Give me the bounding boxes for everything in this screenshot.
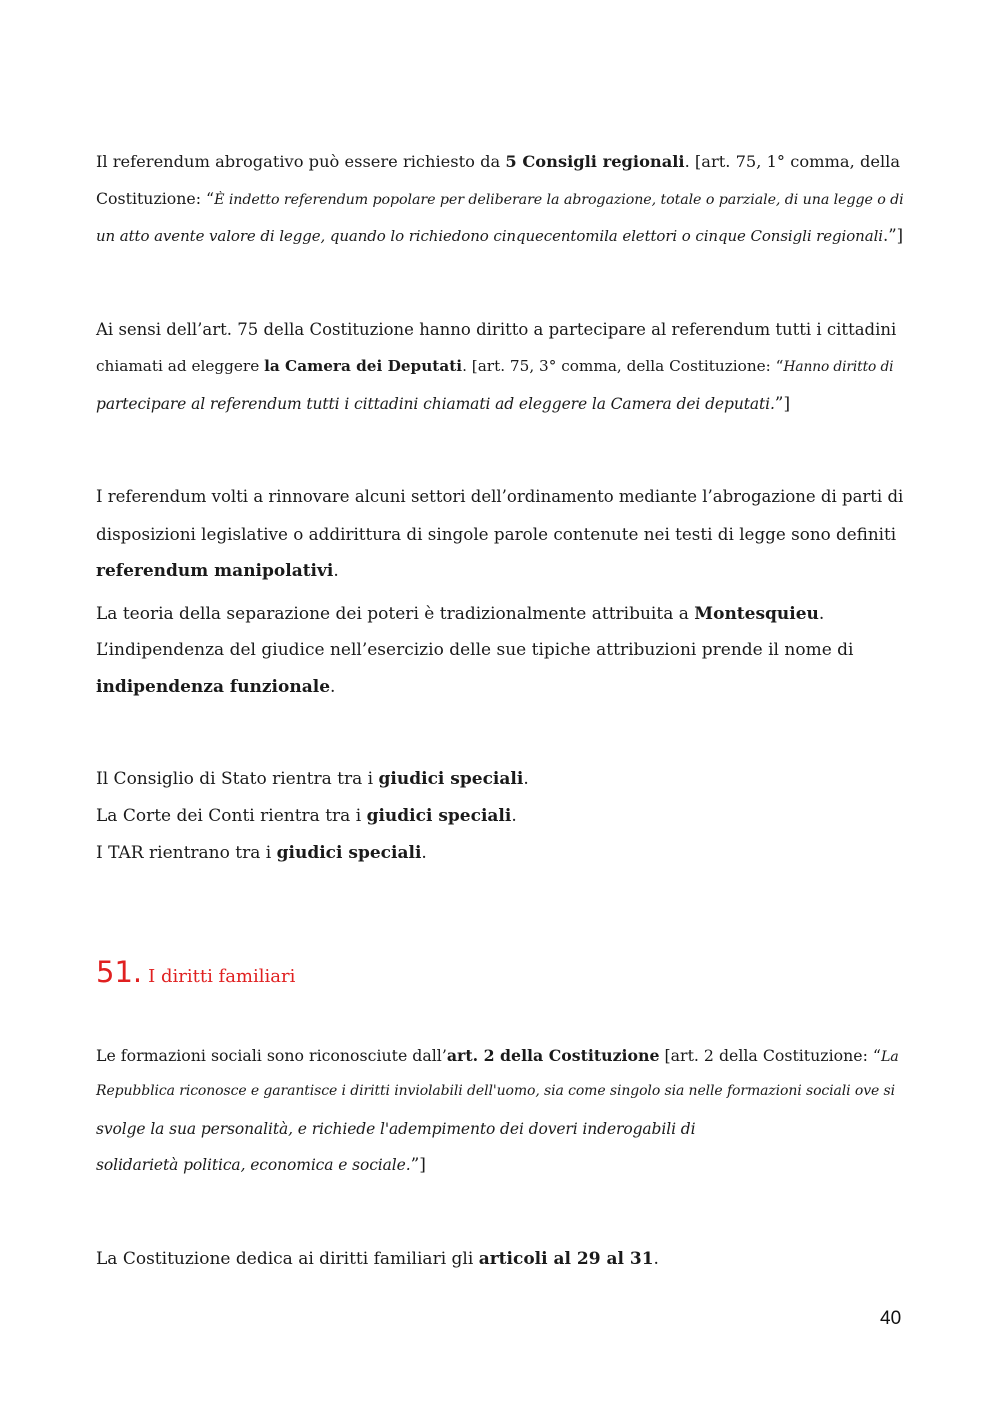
text-line: L’indipendenza del giudice nell’esercizio delle sue tipiche attribuzioni prende il nome di	[96, 640, 854, 660]
text: .	[523, 769, 529, 789]
text: La Costituzione dedica ai diritti familiari gli	[96, 1249, 479, 1269]
text: La teoria della separazione dei poteri è tradizionalmente attribuita a	[96, 604, 695, 624]
text: .”]	[882, 226, 904, 245]
text-line	[96, 604, 906, 640]
text: . [art. 75, 1° comma, della	[684, 152, 901, 171]
text-line	[96, 152, 906, 189]
italic-quote-line: Repubblica riconosce e garantisce i diritti inviolabili dell'uomo, sia come singolo sia nelle formazioni sociali ove si	[96, 1083, 896, 1099]
text-line	[96, 357, 906, 394]
bold-text: Montesquieu	[694, 604, 819, 624]
paragraph-separazione-poteri	[96, 604, 906, 714]
text: .	[511, 806, 517, 826]
text-line	[96, 806, 906, 843]
paragraph-giudici-speciali	[96, 769, 906, 880]
text-line	[96, 226, 906, 263]
bold-text: la Camera dei Deputati	[264, 357, 463, 375]
italic-quote: un atto avente valore di legge, quando lo richiedono cinquecentomila elettori o cinque Consigli regionali	[96, 227, 883, 245]
text: Il Consiglio di Stato rientra tra i	[96, 769, 379, 789]
text-line: I referendum volti a rinnovare alcuni settori dell’ordinamento mediante l’abrogazione di parti di	[96, 487, 904, 506]
italic-quote: Hanno diritto di	[783, 359, 894, 375]
text: ”]	[774, 394, 791, 414]
paragraph-formazioni-sociali	[96, 1046, 906, 1192]
text: chiamati ad eleggere	[96, 357, 265, 375]
text: I TAR rientrano tra i	[96, 843, 277, 863]
text-line	[96, 1155, 906, 1192]
bold-text: indipendenza funzionale	[96, 677, 331, 697]
text-line: disposizioni legislative o addirittura di singole parole contenute nei testi di legge sono definiti	[96, 524, 897, 544]
text-line	[96, 1046, 906, 1083]
text-line	[96, 561, 906, 598]
page-number: 40	[880, 1308, 902, 1329]
bold-text: art. 2 della Costituzione	[446, 1046, 660, 1065]
bold-text: giudici speciali	[276, 843, 422, 863]
section-number: 51.	[96, 955, 143, 989]
italic-quote-line: svolge la sua personalità, e richiede l'adempimento dei doveri inderogabili di	[96, 1120, 696, 1138]
text: .	[330, 677, 336, 697]
text-line	[96, 677, 906, 714]
section-title: I diritti familiari	[148, 966, 296, 987]
italic-quote: La	[880, 1049, 899, 1065]
paragraph-diritto-partecipare	[96, 320, 906, 431]
text: .	[333, 561, 339, 581]
section-heading	[96, 955, 295, 989]
text: Il referendum abrogativo può essere richiesto da	[96, 152, 506, 171]
text-line: Ai sensi dell’art. 75 della Costituzione hanno diritto a partecipare al referendum tutti i cittadini	[96, 320, 897, 339]
text-line	[96, 189, 906, 226]
text: La Corte dei Conti rientra tra i	[96, 806, 367, 826]
text-line	[96, 843, 906, 880]
text-line	[96, 394, 906, 431]
text: .	[653, 1249, 659, 1269]
text: ”]	[410, 1155, 426, 1175]
bold-text: 5 Consigli regionali	[505, 152, 685, 171]
text: Costituzione: “	[96, 189, 215, 208]
text: [art. 2 della Costituzione: “	[659, 1046, 881, 1065]
paragraph-diritti-familiari	[96, 1249, 906, 1286]
italic-quote: solidarietà politica, economica e sociale.	[96, 1156, 411, 1174]
italic-quote: partecipare al referendum tutti i cittadini chiamati ad eleggere la Camera dei deputati.	[96, 395, 775, 413]
text: .	[818, 604, 825, 624]
bold-text: giudici speciali	[378, 769, 524, 789]
text: Le formazioni sociali sono riconosciute dall’	[96, 1046, 447, 1065]
paragraph-referendum-manipolativi	[96, 487, 906, 598]
bold-text: articoli al 29 al 31	[478, 1249, 654, 1269]
text: .	[421, 843, 427, 863]
text-line	[96, 1249, 906, 1286]
text-line	[96, 769, 906, 806]
bold-text: giudici speciali	[366, 806, 512, 826]
text: . [art. 75, 3° comma, della Costituzione: “	[462, 357, 784, 375]
italic-quote: È indetto referendum popolare per deliberare la abrogazione, totale o parziale, di una legge o di	[214, 192, 904, 208]
bold-text: referendum manipolativi	[96, 561, 334, 581]
paragraph-referendum-abrogativo	[96, 152, 906, 263]
